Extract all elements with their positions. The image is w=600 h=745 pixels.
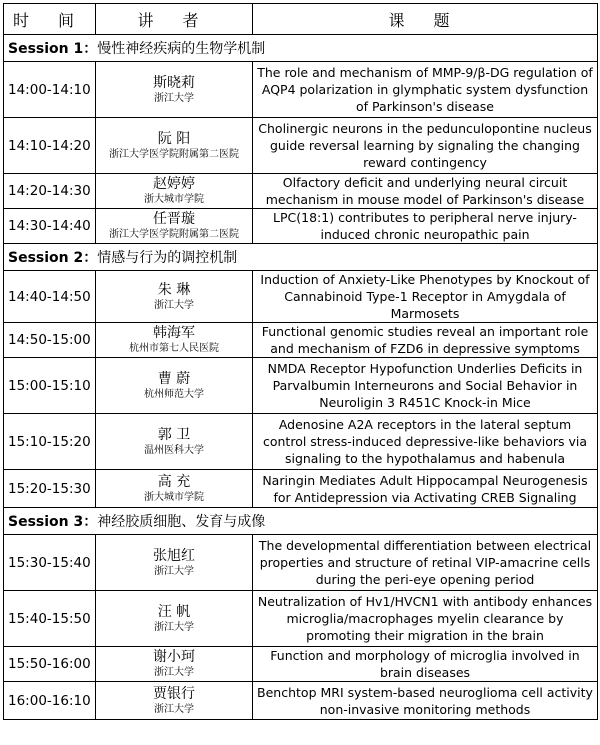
talk-speaker-cell [96, 591, 253, 647]
talk-time: 15:20-15:30 [4, 470, 96, 508]
speaker-name: 赵婷婷 [153, 176, 195, 192]
speaker-name: 高 充 [157, 473, 191, 490]
header-time: 时 间 [4, 4, 96, 35]
talk-time: 15:10-15:20 [4, 414, 96, 470]
talk-speaker-cell [96, 470, 253, 508]
speaker-affiliation: 浙江大学 [154, 703, 194, 715]
talk-row [4, 591, 598, 647]
talk-time: 14:00-14:10 [4, 62, 96, 118]
talk-row [4, 174, 598, 209]
speaker-affiliation: 浙江大学医学院附属第二医院 [109, 148, 239, 160]
talk-title: Adenosine A2A receptors in the lateral septum control stress-induced depressive-like behaviors via signaling to the hypothalamus and habenula [253, 414, 598, 470]
speaker-affiliation: 浙江大学 [154, 565, 194, 577]
talk-row [4, 647, 598, 682]
speaker-affiliation: 杭州市第七人民医院 [129, 343, 219, 354]
session-heading [4, 244, 598, 271]
session-name: 神经胶质细胞、发育与成像 [97, 514, 266, 530]
speaker-affiliation: 浙江大学 [154, 621, 194, 633]
speaker-affiliation: 温州医科大学 [144, 444, 204, 456]
speaker-name: 谢小珂 [153, 649, 195, 665]
talk-title: The role and mechanism of MMP-9/β-DG regulation of AQP4 polarization in glymphatic system dysfunction of Parkinson's disease [253, 62, 598, 118]
speaker-affiliation: 浙江大学 [154, 667, 194, 678]
speaker-name: 张旭红 [153, 547, 195, 564]
speaker-affiliation: 浙大城市学院 [144, 491, 204, 503]
speaker-name: 朱 琳 [157, 281, 191, 298]
talk-time: 15:00-15:10 [4, 358, 96, 414]
talk-title: Function and morphology of microglia involved in brain diseases [253, 647, 598, 682]
speaker-name: 阮 阳 [157, 130, 191, 147]
talk-speaker-cell [96, 174, 253, 209]
talk-speaker-cell [96, 271, 253, 323]
talk-row [4, 414, 598, 470]
talk-row [4, 209, 598, 244]
talk-row [4, 271, 598, 323]
speaker-affiliation: 浙江大学 [154, 92, 194, 104]
talk-title: NMDA Receptor Hypofunction Underlies Deficits in Parvalbumin Interneurons and Social Behavior in Neuroligin 3 R451C Knock-in Mice [253, 358, 598, 414]
talk-time: 14:40-14:50 [4, 271, 96, 323]
talk-speaker-cell [96, 118, 253, 174]
header-row [4, 4, 598, 35]
talk-time: 14:20-14:30 [4, 174, 96, 209]
session-name: 情感与行为的调控机制 [97, 250, 238, 266]
session-row [4, 35, 598, 62]
talk-time: 15:50-16:00 [4, 647, 96, 682]
talk-speaker-cell [96, 647, 253, 682]
session-label: Session 2： [8, 250, 98, 266]
talk-row [4, 323, 598, 358]
talk-speaker-cell [96, 209, 253, 244]
talk-speaker-cell [96, 62, 253, 118]
session-row [4, 244, 598, 271]
header-title: 课 题 [253, 4, 598, 35]
talk-title: Functional genomic studies reveal an important role and mechanism of FZD6 in depressive symptoms [253, 323, 598, 358]
session-heading [4, 508, 598, 535]
speaker-affiliation: 杭州师范大学 [144, 388, 204, 400]
talk-time: 15:30-15:40 [4, 535, 96, 591]
session-label: Session 1： [8, 41, 98, 57]
talk-title: Induction of Anxiety-Like Phenotypes by Knockout of Cannabinoid Type-1 Receptor in Amygdala of Marmosets [253, 271, 598, 323]
header-speaker: 讲 者 [96, 4, 253, 35]
session-heading [4, 35, 598, 62]
talk-row [4, 535, 598, 591]
session-label: Session 3： [8, 514, 98, 530]
speaker-affiliation: 浙大城市学院 [144, 194, 204, 205]
talk-time: 16:00-16:10 [4, 682, 96, 720]
talk-row [4, 62, 598, 118]
talk-title: Benchtop MRI system-based neuroglioma cell activity non-invasive monitoring methods [253, 682, 598, 720]
talk-title: LPC(18:1) contributes to peripheral nerve injury-induced chronic neuropathic pain [253, 209, 598, 244]
talk-speaker-cell [96, 535, 253, 591]
speaker-name: 斯晓莉 [153, 74, 195, 91]
speaker-name: 任晋璇 [153, 211, 195, 227]
talk-title: Olfactory deficit and underlying neural circuit mechanism in mouse model of Parkinson's disease [253, 174, 598, 209]
talk-row [4, 470, 598, 508]
talk-time: 14:50-15:00 [4, 323, 96, 358]
talk-speaker-cell [96, 358, 253, 414]
talk-title: Naringin Mediates Adult Hippocampal Neurogenesis for Antidepression via Activating CREB Signaling [253, 470, 598, 508]
session-name: 慢性神经疾病的生物学机制 [97, 41, 266, 57]
talk-row [4, 358, 598, 414]
speaker-name: 曹 蔚 [157, 370, 191, 387]
speaker-name: 汪 帆 [157, 603, 191, 620]
talk-row [4, 682, 598, 720]
speaker-name: 贾银行 [153, 685, 195, 702]
speaker-affiliation: 浙江大学医学院附属第二医院 [109, 229, 239, 240]
schedule-table [3, 3, 598, 720]
talk-title: Neutralization of Hv1/HVCN1 with antibody enhances microglia/macrophages myelin clearance by promoting their migration in the brain [253, 591, 598, 647]
talk-title: Cholinergic neurons in the pedunculopontine nucleus guide reversal learning by signaling the changing reward contingency [253, 118, 598, 174]
schedule-body [4, 35, 598, 720]
speaker-name: 韩海军 [153, 325, 195, 341]
talk-row [4, 118, 598, 174]
talk-time: 14:30-14:40 [4, 209, 96, 244]
talk-time: 14:10-14:20 [4, 118, 96, 174]
talk-speaker-cell [96, 682, 253, 720]
talk-speaker-cell [96, 323, 253, 358]
speaker-name: 郭 卫 [157, 426, 191, 443]
talk-speaker-cell [96, 414, 253, 470]
speaker-affiliation: 浙江大学 [154, 299, 194, 311]
talk-time: 15:40-15:50 [4, 591, 96, 647]
talk-title: The developmental differentiation between electrical properties and structure of retinal VIP-amacrine cells during the peri-eye opening period [253, 535, 598, 591]
session-row [4, 508, 598, 535]
